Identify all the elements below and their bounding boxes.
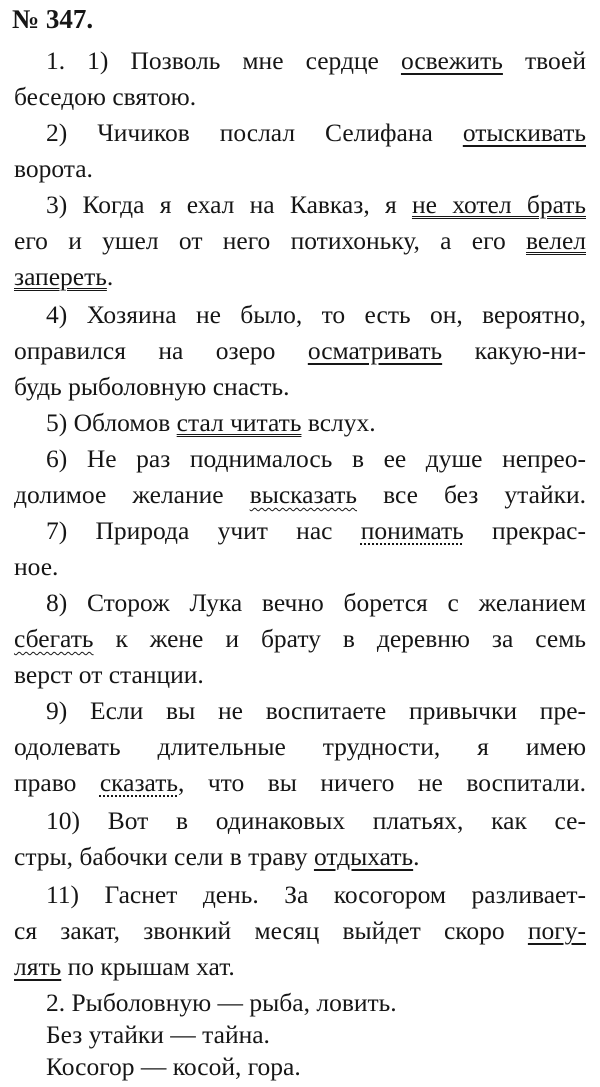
line-1-5: 5) Обломов стал читать вслух. bbox=[46, 408, 376, 437]
line-1-6-cont: долимое желание высказать все без утайки. bbox=[14, 480, 586, 509]
underlined-object: сказать bbox=[99, 768, 178, 797]
line-1-2: 2) Чичиков послал Селифана отыскивать bbox=[46, 118, 586, 147]
exercise-number: № 347. bbox=[12, 4, 94, 34]
line-1-8-cont: сбегать к жене и брату в деревню за семь bbox=[14, 624, 586, 653]
line-1-3: 3) Когда я ехал на Кавказ, я не хотел брать bbox=[46, 190, 586, 219]
line-1-10-cont: стры, бабочки сели в траву отдыхать. bbox=[14, 842, 420, 871]
underlined-attribute: высказать bbox=[249, 480, 358, 509]
line-1-1-cont: беседою святою. bbox=[14, 82, 197, 111]
underlined-predicate: запереть bbox=[14, 262, 107, 291]
underlined-verb: отыскивать bbox=[462, 118, 586, 147]
underlined-verb: осматривать bbox=[307, 336, 443, 365]
line-1-8: 8) Сторож Лука вечно борется с желанием bbox=[46, 588, 586, 617]
line-1-4: 4) Хозяина не было, то есть он, вероятно, bbox=[46, 300, 586, 329]
underlined-circumstance: лять bbox=[14, 952, 62, 981]
underlined-object: понимать bbox=[360, 516, 464, 545]
line-1-4-cont2: будь рыболовную снасть. bbox=[14, 372, 290, 401]
line-1-4-cont: оправился на озеро осматривать какую-ни- bbox=[14, 336, 586, 365]
line-1-3-cont: его и ушел от него потихоньку, а его велел bbox=[14, 226, 586, 255]
underlined-predicate: велел bbox=[526, 226, 586, 255]
line-1-11-cont2: лять по крышам хат. bbox=[14, 952, 235, 981]
line-1-9-cont: одолевать длительные трудности, я имею bbox=[14, 732, 586, 761]
line-1-8-cont2: верст от станции. bbox=[14, 660, 204, 689]
underlined-circumstance: отдыхать bbox=[313, 842, 414, 871]
line-2-2: Без утайки — тайна. bbox=[46, 1020, 270, 1049]
line-1-6: 6) Не раз поднималось в ее душе непрео- bbox=[46, 444, 586, 473]
line-1-10: 10) Вот в одинаковых платьях, как се- bbox=[46, 806, 586, 835]
underlined-circumstance: погу- bbox=[527, 916, 586, 945]
line-2-1: 2. Рыболовную — рыба, ловить. bbox=[46, 988, 397, 1017]
line-1-9-cont2: право сказать, что вы ничего не воспитали. bbox=[14, 768, 586, 797]
line-2-3: Косогор — косой, гора. bbox=[46, 1052, 301, 1081]
line-1-1: 1. 1) Позволь мне сердце освежить твоей bbox=[46, 46, 587, 75]
line-1-9: 9) Если вы не воспитаете привычки пре- bbox=[46, 696, 586, 725]
line-1-11-cont: ся закат, звонкий месяц выйдет скоро погу- bbox=[14, 916, 586, 945]
underlined-predicate: не хотел брать bbox=[411, 190, 586, 219]
underlined-attribute: сбегать bbox=[14, 624, 94, 653]
underlined-predicate: стал читать bbox=[176, 408, 302, 437]
line-1-11: 11) Гаснет день. За косогором разливает- bbox=[46, 880, 586, 909]
line-1-2-cont: ворота. bbox=[14, 154, 93, 183]
underlined-verb: освежить bbox=[400, 46, 503, 75]
line-1-7-cont: ное. bbox=[14, 552, 59, 581]
line-1-7: 7) Природа учит нас понимать прекрас- bbox=[46, 516, 586, 545]
line-1-3-cont2: запереть. bbox=[14, 262, 114, 291]
